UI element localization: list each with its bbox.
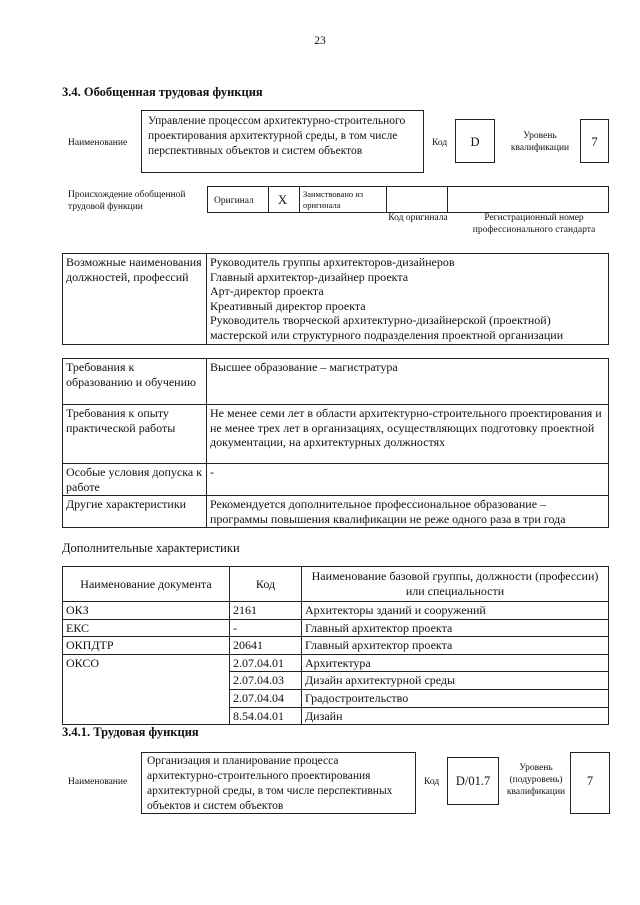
- sub-level-label: Уровень (подуровень) квалификации: [506, 763, 566, 797]
- positions-list: [207, 254, 609, 345]
- req-value-conditions: -: [207, 464, 609, 496]
- subsection-title: 3.4.1. Трудовая функция: [62, 725, 199, 739]
- cell-name: Архитектура: [302, 654, 609, 672]
- level-box: [580, 119, 609, 163]
- name-label: Наименование: [68, 138, 128, 148]
- position-item: Главный архитектор-дизайнер проекта: [210, 269, 409, 284]
- cell-doc: ЕКС: [63, 619, 230, 637]
- header-doc: Наименование документа: [63, 567, 230, 602]
- cell-doc: ОКСО: [63, 654, 230, 724]
- req-value-other: Рекомендуется дополнительное профессиональное образование – программы повышения квалификации не реже одного раза в три года: [207, 496, 609, 528]
- original-mark: X: [278, 193, 288, 207]
- cell-doc: ОКЗ: [63, 602, 230, 620]
- cell-name: Главный архитектор проекта: [302, 637, 609, 655]
- level-value: 7: [591, 135, 598, 149]
- sub-code-box: [447, 757, 499, 805]
- cell-code: 2161: [230, 602, 302, 620]
- cell-code: 2.07.04.04: [230, 689, 302, 707]
- cell-code: 2.07.04.03: [230, 672, 302, 690]
- sub-level-box: [570, 752, 610, 814]
- table-row: [63, 619, 609, 637]
- function-name: Управление процессом архитектурно-строительного проектирования архитектурной среды, в том числе перспективных объектов и систем объектов: [148, 115, 406, 157]
- code-label: Код: [432, 138, 448, 148]
- req-label-experience: Требования к опыту практической работы: [63, 405, 207, 464]
- code-value: D: [470, 135, 480, 149]
- position-item: Креативный директор проекта: [210, 298, 366, 313]
- req-value-experience: Не менее семи лет в области архитектурно-строительного проектирования и не менее трех лет в организациях, осуществляющих подготовку проектной документации, на архитектурных должностях: [207, 405, 609, 464]
- cell-name: Градостроительство: [302, 689, 609, 707]
- req-label-other: Другие характеристики: [63, 496, 207, 528]
- req-label-conditions: Особые условия допуска к работе: [63, 464, 207, 496]
- cell-doc: ОКПДТР: [63, 637, 230, 655]
- position-item: Руководитель группы архитекторов-дизайнеров: [210, 255, 455, 269]
- position-item: Руководитель творческой архитектурно-дизайнерской (проектной) мастерской или структурного подразделения проектной организации: [210, 313, 564, 342]
- table-row: [63, 602, 609, 620]
- header-name: Наименование базовой группы, должности (профессии) или специальности: [302, 567, 609, 602]
- req-label-education: Требования к образованию и обучению: [63, 359, 207, 405]
- positions-table: [62, 253, 609, 345]
- additional-table: [62, 566, 609, 725]
- position-item: Арт-директор проекта: [210, 284, 324, 299]
- sub-name-label: Наименование: [68, 777, 128, 787]
- cell-name: Дизайн архитектурной среды: [302, 672, 609, 690]
- section-title: 3.4. Обобщенная трудовая функция: [62, 85, 263, 99]
- level-label: Уровень квалификации: [510, 131, 570, 153]
- table-row: [63, 637, 609, 655]
- additional-title: Дополнительные характеристики: [62, 541, 240, 555]
- header-code: Код: [230, 567, 302, 602]
- positions-label: Возможные наименования должностей, профессий: [63, 254, 207, 345]
- function-name-box: [141, 110, 424, 173]
- borrowed-label: Заимствовано из оригинала: [303, 189, 364, 210]
- sub-code-label: Код: [424, 777, 440, 787]
- sub-function-name: Организация и планирование процесса архитектурно-строительного проектирования архитектурной среды, в том числе перспективных объектов и систем объектов: [147, 755, 393, 812]
- origin-label: Происхождение обобщенной трудовой функции: [68, 190, 186, 212]
- cell-name: Дизайн: [302, 707, 609, 725]
- sub-function-name-box: [141, 752, 416, 814]
- sub-code-value: D/01.7: [455, 774, 491, 788]
- sub-level-value: 7: [586, 774, 594, 788]
- table-row: [63, 654, 609, 672]
- requirements-table: [62, 358, 609, 528]
- code-box: [455, 119, 495, 163]
- req-value-education: Высшее образование – магистратура: [207, 359, 609, 405]
- cell-code: 2.07.04.01: [230, 654, 302, 672]
- code-original-label: Код оригинала: [388, 213, 448, 223]
- original-label: Оригинал: [214, 196, 254, 206]
- reg-number-label: Регистрационный номер профессионального стандарта: [472, 213, 596, 235]
- cell-name: Главный архитектор проекта: [302, 619, 609, 637]
- cell-name: Архитекторы зданий и сооружений: [302, 602, 609, 620]
- page-number: 23: [314, 35, 326, 47]
- cell-code: 8.54.04.01: [230, 707, 302, 725]
- cell-code: -: [230, 619, 302, 637]
- cell-code: 20641: [230, 637, 302, 655]
